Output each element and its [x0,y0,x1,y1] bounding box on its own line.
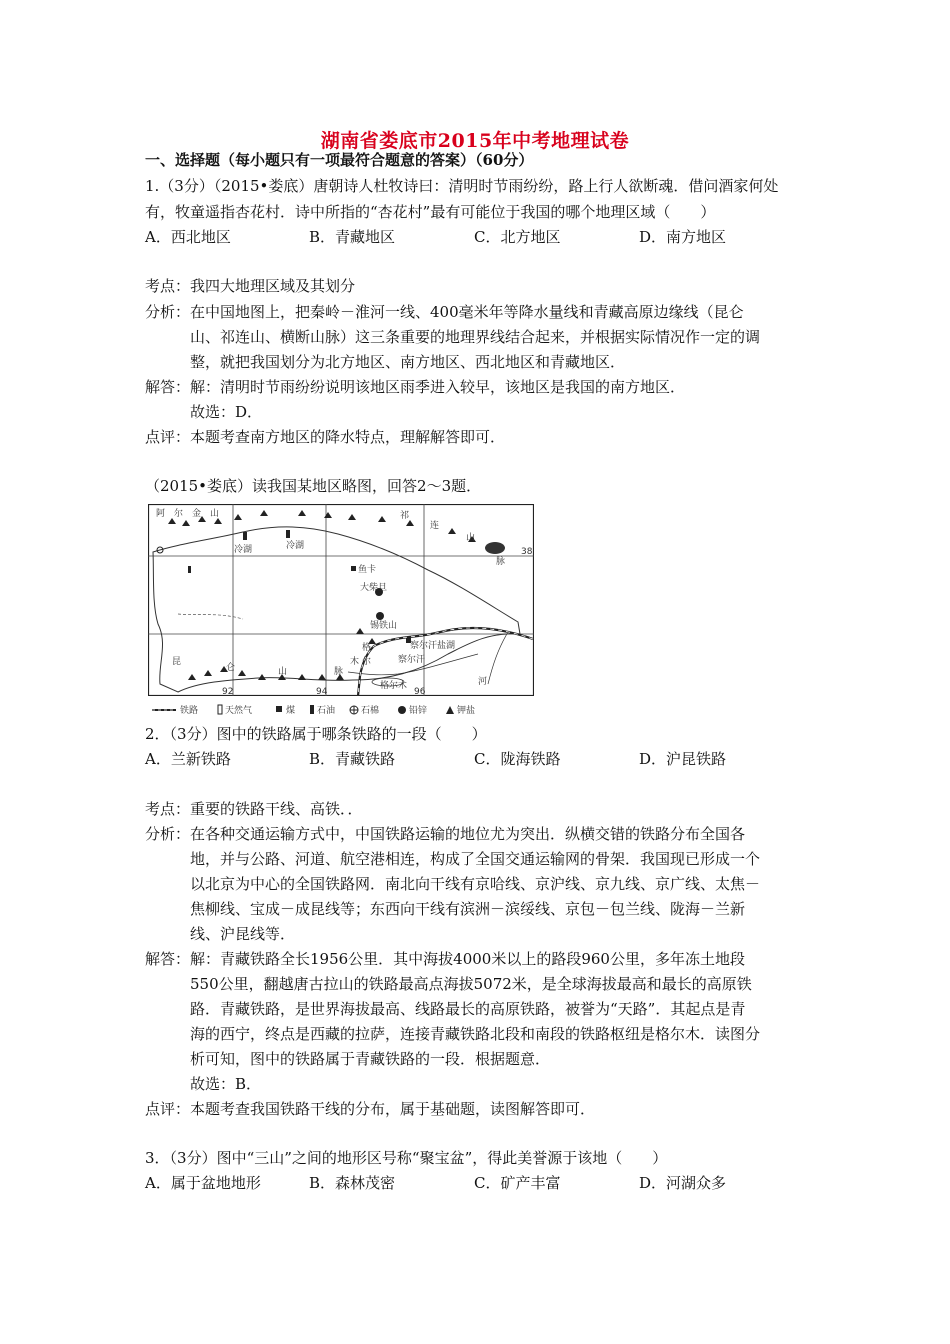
page-title: 湖南省娄底市2015年中考地理试卷 [320,130,630,152]
map-label-shan1: 山 [466,533,476,543]
map-label-yuka: 鱼卡 [358,565,377,575]
map-label-dachaidan: 大柴旦 [360,583,388,593]
map-label-golmud: 格尔木 [380,681,408,691]
q2-jieda-line1: 解答：解：青藏铁路全长1956公里．其中海拔4000米以上的路段960公里，多年冻土地段 [145,950,745,968]
legend-potash: 钾盐 [457,706,476,716]
q3-option-b: B．森林茂密 [309,1174,396,1192]
q2-option-c: C．陇海铁路 [474,750,561,768]
coal-icon [276,706,282,712]
q1-stem-line1: 1.（3分）（2015•娄底）唐朝诗人杜牧诗曰：清明时节雨纷纷，路上行人欲断魂．借问酒家何处 [145,177,779,195]
map-label-lat38: 38 [521,547,533,557]
q2-jieda-line3: 路．青藏铁路，是世界海拔最高、线路最长的高原铁路，被誉为“天路”．其起点是青 [190,1000,746,1018]
map-label-he: 河 [478,677,488,687]
q2-fenxi-line1: 分析：在各种交通运输方式中，中国铁路运输的地位尤为突出．纵横交错的铁路分布全国各 [145,825,746,843]
map-label-shan2: 山 [278,667,288,677]
q1-dianping: 点评：本题考查南方地区的降水特点，理解解答即可． [145,428,506,446]
q3-stem: 3．（3分）图中“三山”之间的地形区号称“聚宝盆”，得此美誉源于该地（ ） [145,1149,668,1167]
map-label-mai: 脉 [496,557,506,567]
q23-intro: （2015•娄底）读我国某地区略图，回答2～3题． [145,477,482,495]
q1-stem-line2: 有，牧童遥指杏花村．诗中所指的“杏花村”最有可能位于我国的哪个地理区域（ ） [145,203,716,221]
q3-option-a: A．属于盆地地形 [145,1174,261,1192]
map-label-altun: 阿 尔 金 山 [156,509,220,519]
map-label-qi: 祁 [400,511,410,521]
map-label-er: 尔 [362,657,372,667]
q2-fenxi-line3: 以北京为中心的全国铁路网．南北向干线有京哈线、京沪线、京九线、京广线、太焦－ [190,875,761,893]
region-map [148,504,534,696]
section-heading: 一、选择题（每小题只有一项最符合题意的答案）（60分） [145,151,534,169]
map-legend [150,702,534,718]
legend-asbestos: 石棉 [361,706,380,716]
q2-jieda-line6: 故选：B． [190,1075,262,1093]
map-label-chaerhan-lake: 察尔汗盐湖 [410,641,456,651]
map-label-lian: 连 [430,521,440,531]
q2-option-d: D．沪昆铁路 [639,750,727,768]
map-label-kun: 昆 [172,657,182,667]
q2-stem: 2．（3分）图中的铁路属于哪条铁路的一段（ ） [145,725,487,743]
map-label-ge: 格 [362,643,372,653]
q1-jieda-line1: 解答：解：清明时节雨纷纷说明该地区雨季进入较早，该地区是我国的南方地区． [145,378,686,396]
map-label-xitieshan: 锡铁山 [370,621,398,631]
q2-jieda-line4: 海的西宁，终点是西藏的拉萨，连接青藏铁路北段和南段的铁路枢纽是格尔木．读图分 [190,1025,761,1043]
legend-railway: 铁路 [180,706,199,716]
map-label-mai2: 脉 [334,667,344,677]
q2-fenxi-line4: 焦柳线、宝成－成昆线等；东西向干线有滨洲－滨绥线、京包－包兰线、陇海－兰新 [190,900,746,918]
legend-gas: 天然气 [225,706,253,716]
map-label-chaerhan: 察尔汗 [398,655,426,665]
legend-oil: 石油 [317,706,336,716]
q2-fenxi-line2: 地，并与公路、河道、航空港相连，构成了全国交通运输网的骨架．我国现已形成一个 [190,850,761,868]
map-label-mu: 木 [350,657,360,667]
q1-fenxi-line1: 分析：在中国地图上，把秦岭－淮河一线、400毫米年等降水量线和青藏高原边缘线（昆仑 [145,303,744,321]
potash-icon [446,706,454,714]
q1-fenxi-line2: 山、祁连山、横断山脉）这三条重要的地理界线结合起来，并根据实际情况作一定的调 [190,328,761,346]
q2-option-a: A．兰新铁路 [145,750,231,768]
map-label-lon92: 92 [222,687,234,696]
q1-jieda-line2: 故选：D． [190,403,263,421]
lead-zinc-icon [398,706,406,714]
q2-kaodian: 考点：重要的铁路干线、高铁．． [145,800,363,818]
q2-jieda-line5: 析可知，图中的铁路属于青藏铁路的一段．根据题意． [190,1050,551,1068]
q1-kaodian: 考点：我四大地理区域及其划分 [145,277,356,295]
map-label-lenghu2: 冷湖 [286,541,305,551]
legend-coal: 煤 [286,706,296,716]
legend-lead-zinc: 铅锌 [409,706,428,716]
q1-option-d: D．南方地区 [639,228,727,246]
q3-option-c: C．矿产丰富 [474,1174,561,1192]
oil-icon [310,705,314,714]
q3-option-d: D．河湖众多 [639,1174,727,1192]
map-label-lenghu1: 冷湖 [234,545,253,555]
q1-fenxi-line3: 整，就把我国划分为北方地区、南方地区、西北地区和青藏地区． [190,353,626,371]
q1-option-b: B．青藏地区 [309,228,396,246]
map-label-lon96: 96 [414,687,426,696]
q2-jieda-line2: 550公里，翻越唐古拉山的铁路最高点海拔5072米，是全球海拔最高和最长的高原铁 [190,975,752,993]
gas-icon [218,705,222,714]
q2-dianping: 点评：本题考查我国铁路干线的分布，属于基础题，读图解答即可． [145,1100,596,1118]
q2-fenxi-line5: 线、沪昆线等． [190,925,296,943]
q2-option-b: B．青藏铁路 [309,750,396,768]
q1-option-a: A．西北地区 [145,228,231,246]
map-label-lun: 仑 [226,663,236,673]
q1-option-c: C．北方地区 [474,228,561,246]
map-label-lon94: 94 [316,687,328,696]
